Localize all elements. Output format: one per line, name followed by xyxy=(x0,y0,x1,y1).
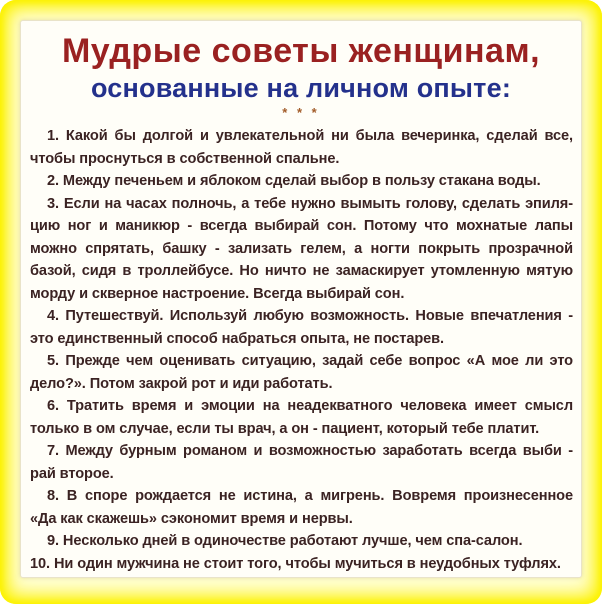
advice-item xyxy=(30,350,573,395)
advice-line: 8. В споре рождается не истина, а мигрень. Вовремя произнесенное xyxy=(47,488,573,504)
advice-line: морду и скверное настроение. Всегда выбирай сон. xyxy=(30,285,405,302)
advice-line: дело?». Потом закрой рот и иди работать. xyxy=(30,375,333,392)
poster-subtitle: основанные на личном опыте: xyxy=(90,73,512,103)
advice-line: 10. Ни один мужчина не стоит того, чтобы мучиться в неудобных туфлях. xyxy=(30,555,561,572)
advice-list xyxy=(21,125,581,575)
advice-line: 3. Если на часах полночь, а тебе нужно вымыть голову, сделать эпиля- xyxy=(47,195,573,212)
poster-title: Мудрые советы женщинам, xyxy=(61,32,541,70)
advice-line: 9. Несколько дней в одиночестве работают лучше, чем спа-салон. xyxy=(47,533,523,549)
stars-divider: * * * xyxy=(282,105,320,120)
advice-line: 1. Какой бы долгой и увлекательной ни была вечеринка, сделай все, xyxy=(47,128,573,144)
advice-line: 6. Тратить время и эмоции на неадекватного человека имеет смысл xyxy=(47,398,573,414)
advice-item xyxy=(30,193,573,306)
advice-line: чтобы проснуться в собственной спальне. xyxy=(30,150,340,167)
advice-item xyxy=(30,553,573,576)
advice-line: только в ом случае, если ты врач, а он - пациент, который тебе платит. xyxy=(30,420,540,437)
advice-line: 2. Между печеньем и яблоком сделай выбор в пользу стакана воды. xyxy=(47,173,541,189)
advice-line: 4. Путешествуй. Используй любую возможность. Новые впечатления - xyxy=(47,308,573,324)
advice-item xyxy=(30,125,573,170)
advice-item xyxy=(30,170,573,193)
advice-line: «Да как скажешь» сэкономит время и нервы. xyxy=(30,510,353,527)
advice-line: это единственный способ набраться опыта, не постарев. xyxy=(30,330,444,347)
advice-line: 5. Прежде чем оценивать ситуацию, задай себе вопрос «А мое ли это xyxy=(47,353,573,369)
advice-line: рай второе. xyxy=(30,465,114,482)
advice-item xyxy=(30,305,573,350)
advice-item xyxy=(30,395,573,440)
advice-line: можно спрятать, башку - зализать гелем, а ногти покрыть прозрачной xyxy=(30,240,573,257)
advice-item xyxy=(30,485,573,530)
poster-panel xyxy=(20,20,582,578)
advice-line: 7. Между бурным романом и возможностью заработать всегда выби - xyxy=(47,443,573,459)
advice-item xyxy=(30,440,573,485)
advice-line: цию ног и маникюр - всегда выбирай сон. Потому что мохнатые лапы xyxy=(30,218,573,234)
advice-item xyxy=(30,530,573,553)
advice-line: базой, сидя в троллейбусе. Но ничто не замаскирует утомленную мятую xyxy=(30,263,573,279)
